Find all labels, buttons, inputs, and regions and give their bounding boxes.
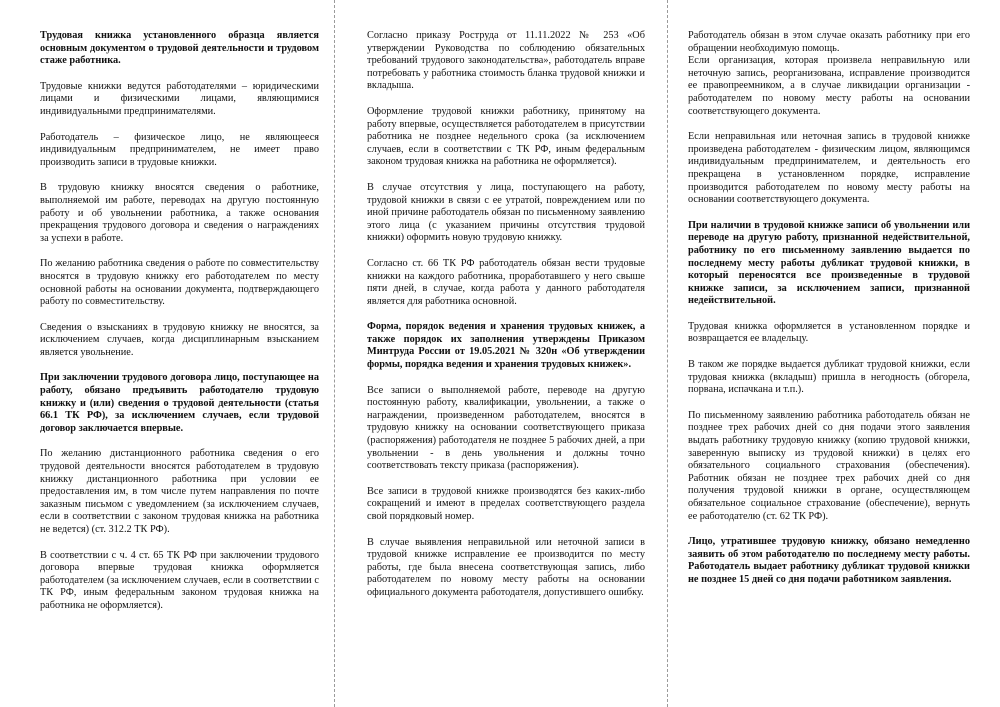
paragraph: Согласно ст. 66 ТК РФ работодатель обязан вести трудовые книжки на каждого работника, проработавшего у него свыше пяти дней, в случае, когда работа у данного работодателя является для работника основной.	[367, 257, 645, 307]
paragraph: По желанию дистанционного работника сведения о его трудовой деятельности вносятся работодателем в трудовую книжку дистанционного работника при условии ее предоставления им, в том числе путем направления по почте заказным письмом с уведомлением (за исключением случаев, если в соответствии с законом трудовая книжка на работника не ведется) (ст. 312.2 ТК РФ).	[40, 448, 319, 535]
paragraph: Все записи о выполняемой работе, переводе на другую постоянную работу, квалификации, увольнении, а также о награждении, произведенном работодателем, вносятся в трудовую книжку на основании соответствующего приказа (распоряжения) работодателя не позднее 5 рабочих дней, а при увольнении - в день увольнения и должны точно соответствовать тексту приказа (распоряжения).	[367, 384, 645, 472]
paragraph: Если неправильная или неточная запись в трудовой книжке произведена работодателем - физическим лицом, являющимся индивидуальным предпринимателем, и деятельность его прекращена в установленном порядке, исправление производится работодателем по новому месту работы на основании соответствующего документа.	[688, 131, 970, 206]
paragraph: Трудовые книжки ведутся работодателями – юридическими лицами и физическими лицами, являющимися индивидуальными предпринимателями.	[40, 80, 319, 117]
paragraph: В соответствии с ч. 4 ст. 65 ТК РФ при заключении трудового договора впервые трудовая книжка оформляется работодателем (за исключением случаев, если в соответствии с ТК РФ, иным федеральным законом трудовая книжка на работника не оформляется).	[40, 549, 319, 611]
paragraph: При наличии в трудовой книжке записи об увольнении или переводе на другую работу, признанной недействительной, работнику по его письменному заявлению выдается по последнему месту работы дубликат трудовой книжки, в который переносятся все произведенные в трудовой книжке записи, за исключением записи, признанной недействительной.	[688, 219, 970, 307]
paragraph: В случае отсутствия у лица, поступающего на работу, трудовой книжки в связи с ее утратой, повреждением или по иной причине работодатель обязан по письменному заявлению этого лица (с указанием причины отсутствия трудовой книжки) оформить новую трудовую книжку.	[367, 181, 645, 244]
paragraph: Форма, порядок ведения и хранения трудовых книжек, а также порядок их заполнения утверждены Приказом Минтруда России от 19.05.2021 № 320н «Об утверждении формы, порядка ведения и хранения трудовых книжек».	[367, 321, 645, 371]
paragraph: Согласно приказу Роструда от 11.11.2022 № 253 «Об утверждении Руководства по соблюдению обязательных требований трудового законодательства», работодатель вправе потребовать у работника стоимость бланка трудовой книжки и вкладыша.	[367, 30, 645, 92]
paragraph: Если организация, которая произвела неправильную или неточную запись, реорганизована, исправление производится ее правопреемником, а в случае ликвидации организации - работодателем по новому месту работы на основании соответствующего документа.	[688, 55, 970, 117]
column-1	[40, 30, 319, 613]
paragraph: Сведения о взысканиях в трудовую книжку не вносятся, за исключением случаев, когда дисциплинарным взысканием является увольнение.	[40, 321, 319, 358]
fold-line-left	[334, 0, 335, 707]
column-2	[367, 30, 645, 600]
paragraph: Работодатель – физическое лицо, не являющееся индивидуальным предпринимателем, не имеет право производить записи в трудовые книжки.	[40, 131, 319, 168]
paragraph: Оформление трудовой книжки работнику, принятому на работу впервые, осуществляется работодателем в присутствии работника не позднее недельного срока (за исключением случаев, если в соответствии с ТК РФ, иным федеральным законом трудовая книжка на работника не оформляется).	[367, 105, 645, 168]
paragraph: При заключении трудового договора лицо, поступающее на работу, обязано предъявить работодателю трудовую книжку и (или) сведения о трудовой деятельности (статья 66.1 ТК РФ), за исключением случаев, если трудовой договор заключается впервые.	[40, 372, 319, 434]
paragraph: В таком же порядке выдается дубликат трудовой книжки, если трудовая книжка (вкладыш) пришла в негодность (обгорела, порвана, испачкана и т.п.).	[688, 359, 970, 396]
paragraph: Трудовая книжка установленного образца является основным документом о трудовой деятельности и трудовом стаже работника.	[40, 30, 319, 67]
fold-line-right	[667, 0, 668, 707]
paragraph: Лицо, утратившее трудовую книжку, обязано немедленно заявить об этом работодателю по последнему месту работы. Работодатель выдает работнику дубликат трудовой книжки не позднее 15 дней со дня подачи работником заявления.	[688, 536, 970, 585]
paragraph: По желанию работника сведения о работе по совместительству вносятся в трудовую книжку его работодателем по месту основной работы на основании документа, подтверждающего работу по совместительству.	[40, 258, 319, 308]
paragraph: По письменному заявлению работника работодатель обязан не позднее трех рабочих дней со дня подачи этого заявления выдать работнику трудовую книжку (копию трудовой книжки, заверенную выписку из трудовой книжки) в целях его обязательного социального страхования (обеспечения). Работник обязан не позднее трех рабочих дней со дня получения трудовой книжки в органе, осуществляющем обязательное социальное страхование (обеспечение), вернуть ее работодателю (ст. 62 ТК РФ).	[688, 409, 970, 522]
paragraph: В трудовую книжку вносятся сведения о работнике, выполняемой им работе, переводах на другую постоянную работу и об увольнении работника, а также основания прекращения трудового договора и сведения о награждениях за успехи в работе.	[40, 182, 319, 244]
paragraph: В случае выявления неправильной или неточной записи в трудовой книжке исправление ее производится по месту работы, где была внесена соответствующая запись, либо работодателем по новому месту работы на основании официального документа работодателя, допустившего ошибку.	[367, 536, 645, 598]
column-3	[688, 30, 970, 587]
paragraph: Все записи в трудовой книжке производятся без каких-либо сокращений и имеют в пределах соответствующего раздела свой порядковый номер.	[367, 485, 645, 522]
paragraph: Трудовая книжка оформляется в установленном порядке и возвращается ее владельцу.	[688, 320, 970, 345]
paragraph: Работодатель обязан в этом случае оказать работнику при его обращении необходимую помощь.	[688, 30, 970, 54]
